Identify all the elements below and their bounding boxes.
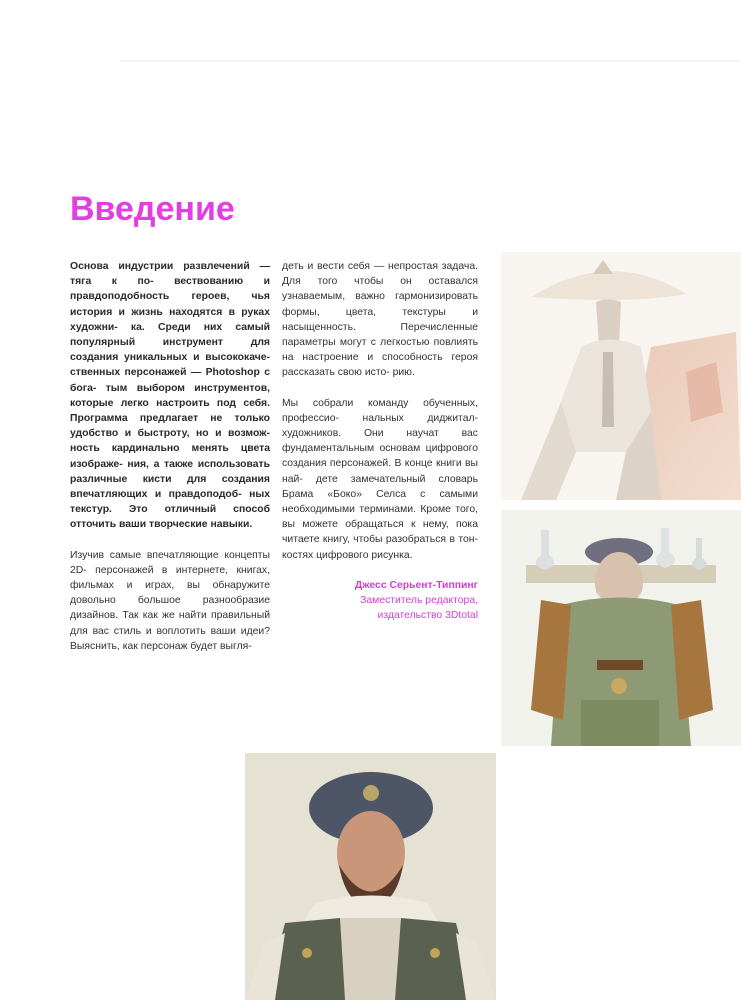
author-signature xyxy=(282,578,478,624)
author-publisher: издательство 3Dtotal xyxy=(377,610,478,622)
text-line: Изучив самые впечатляющие концепты 2D- xyxy=(70,549,270,576)
text-line: настроить под себя. Программа предлагает xyxy=(70,397,270,425)
top-divider xyxy=(120,60,741,62)
text-line: вествованию и правдоподобность героев, чья xyxy=(70,276,270,303)
author-role: Заместитель редактора, xyxy=(360,595,478,607)
illustration-alchemist xyxy=(501,510,741,746)
text-line: вас фундаментальным основам цифрового xyxy=(282,428,479,455)
text-line: для создания впечатляющих и правдоподоб- xyxy=(70,473,270,501)
text-line: не только удобство и быстроту, но и возмож- xyxy=(70,413,270,440)
text-column-right xyxy=(282,259,478,623)
text-line: Селса с самыми необходимыми терминами. xyxy=(282,488,479,516)
text-line: дете замечательный словарь Брама «Боко» xyxy=(282,473,479,500)
text-column-left xyxy=(70,259,270,669)
author-name: Джесс Серьент-Типпинг xyxy=(354,579,478,591)
text-line: правильный для вас стиль и воплотить ваши xyxy=(70,610,270,637)
text-line: могут с легкостью повлиять на настроение xyxy=(282,337,479,364)
body-paragraph xyxy=(282,259,478,381)
text-line: история и жизнь находятся в руках художни- xyxy=(70,306,270,333)
text-line: для создания уникальных и высококаче- xyxy=(70,337,270,364)
text-line: нальных диджитал-художников. Они научат xyxy=(282,412,478,440)
text-line: и играх, вы обнаружите довольно большое xyxy=(70,580,270,607)
text-line: ственных персонажей — Photoshop с бога- xyxy=(70,367,270,394)
text-line: и способность героя рассказать свою исто- xyxy=(282,352,478,379)
text-line: костях цифрового рисунка. xyxy=(282,549,413,561)
text-line: ка. Среди них самый популярный инструмент xyxy=(70,321,271,349)
body-paragraph xyxy=(282,396,478,563)
lead-paragraph xyxy=(70,259,270,533)
page-title: Введение xyxy=(70,190,235,228)
text-line: персонажей в интернете, книгах, фильмах xyxy=(70,564,270,592)
text-line: Мы собрали команду обученных, профессио- xyxy=(282,397,478,424)
text-line: гармонизировать формы, цвета, текстуры xyxy=(282,291,478,318)
text-line: Основа индустрии развлечений — тяга к по- xyxy=(70,261,270,288)
text-line: ваши творческие навыки. xyxy=(119,519,253,531)
text-line: ния, а также использовать различные кисти xyxy=(70,458,270,485)
text-line: деть и вести себя — непростая задача. Для xyxy=(282,261,478,288)
text-line: Кроме того, вы можете обращаться к нему, xyxy=(282,504,478,531)
illustration-turban-man xyxy=(245,753,496,1000)
illustration-hat-figure xyxy=(501,252,741,500)
text-line: и насыщенность. Перечисленные параметры xyxy=(282,306,478,349)
text-line: ность кардинально менять цвета изображе- xyxy=(70,443,270,470)
text-line: ных текстур. Это отличный способ отточить xyxy=(70,489,270,531)
text-line: рию. xyxy=(392,367,415,379)
text-line: пока читаете книгу, чтобы разобраться в тон- xyxy=(282,519,478,546)
body-paragraph xyxy=(70,548,270,654)
text-line: того чтобы он оставался узнаваемым, важно xyxy=(282,276,479,303)
text-line: тым выбором инструментов, которые легко xyxy=(70,382,271,409)
text-line: разнообразие дизайнов. Так как же найти xyxy=(70,595,270,622)
text-line: создания персонажей. В конце книги вы най- xyxy=(282,458,478,485)
text-line: идеи? Выяснить, как персонаж будет выгля- xyxy=(70,625,271,652)
